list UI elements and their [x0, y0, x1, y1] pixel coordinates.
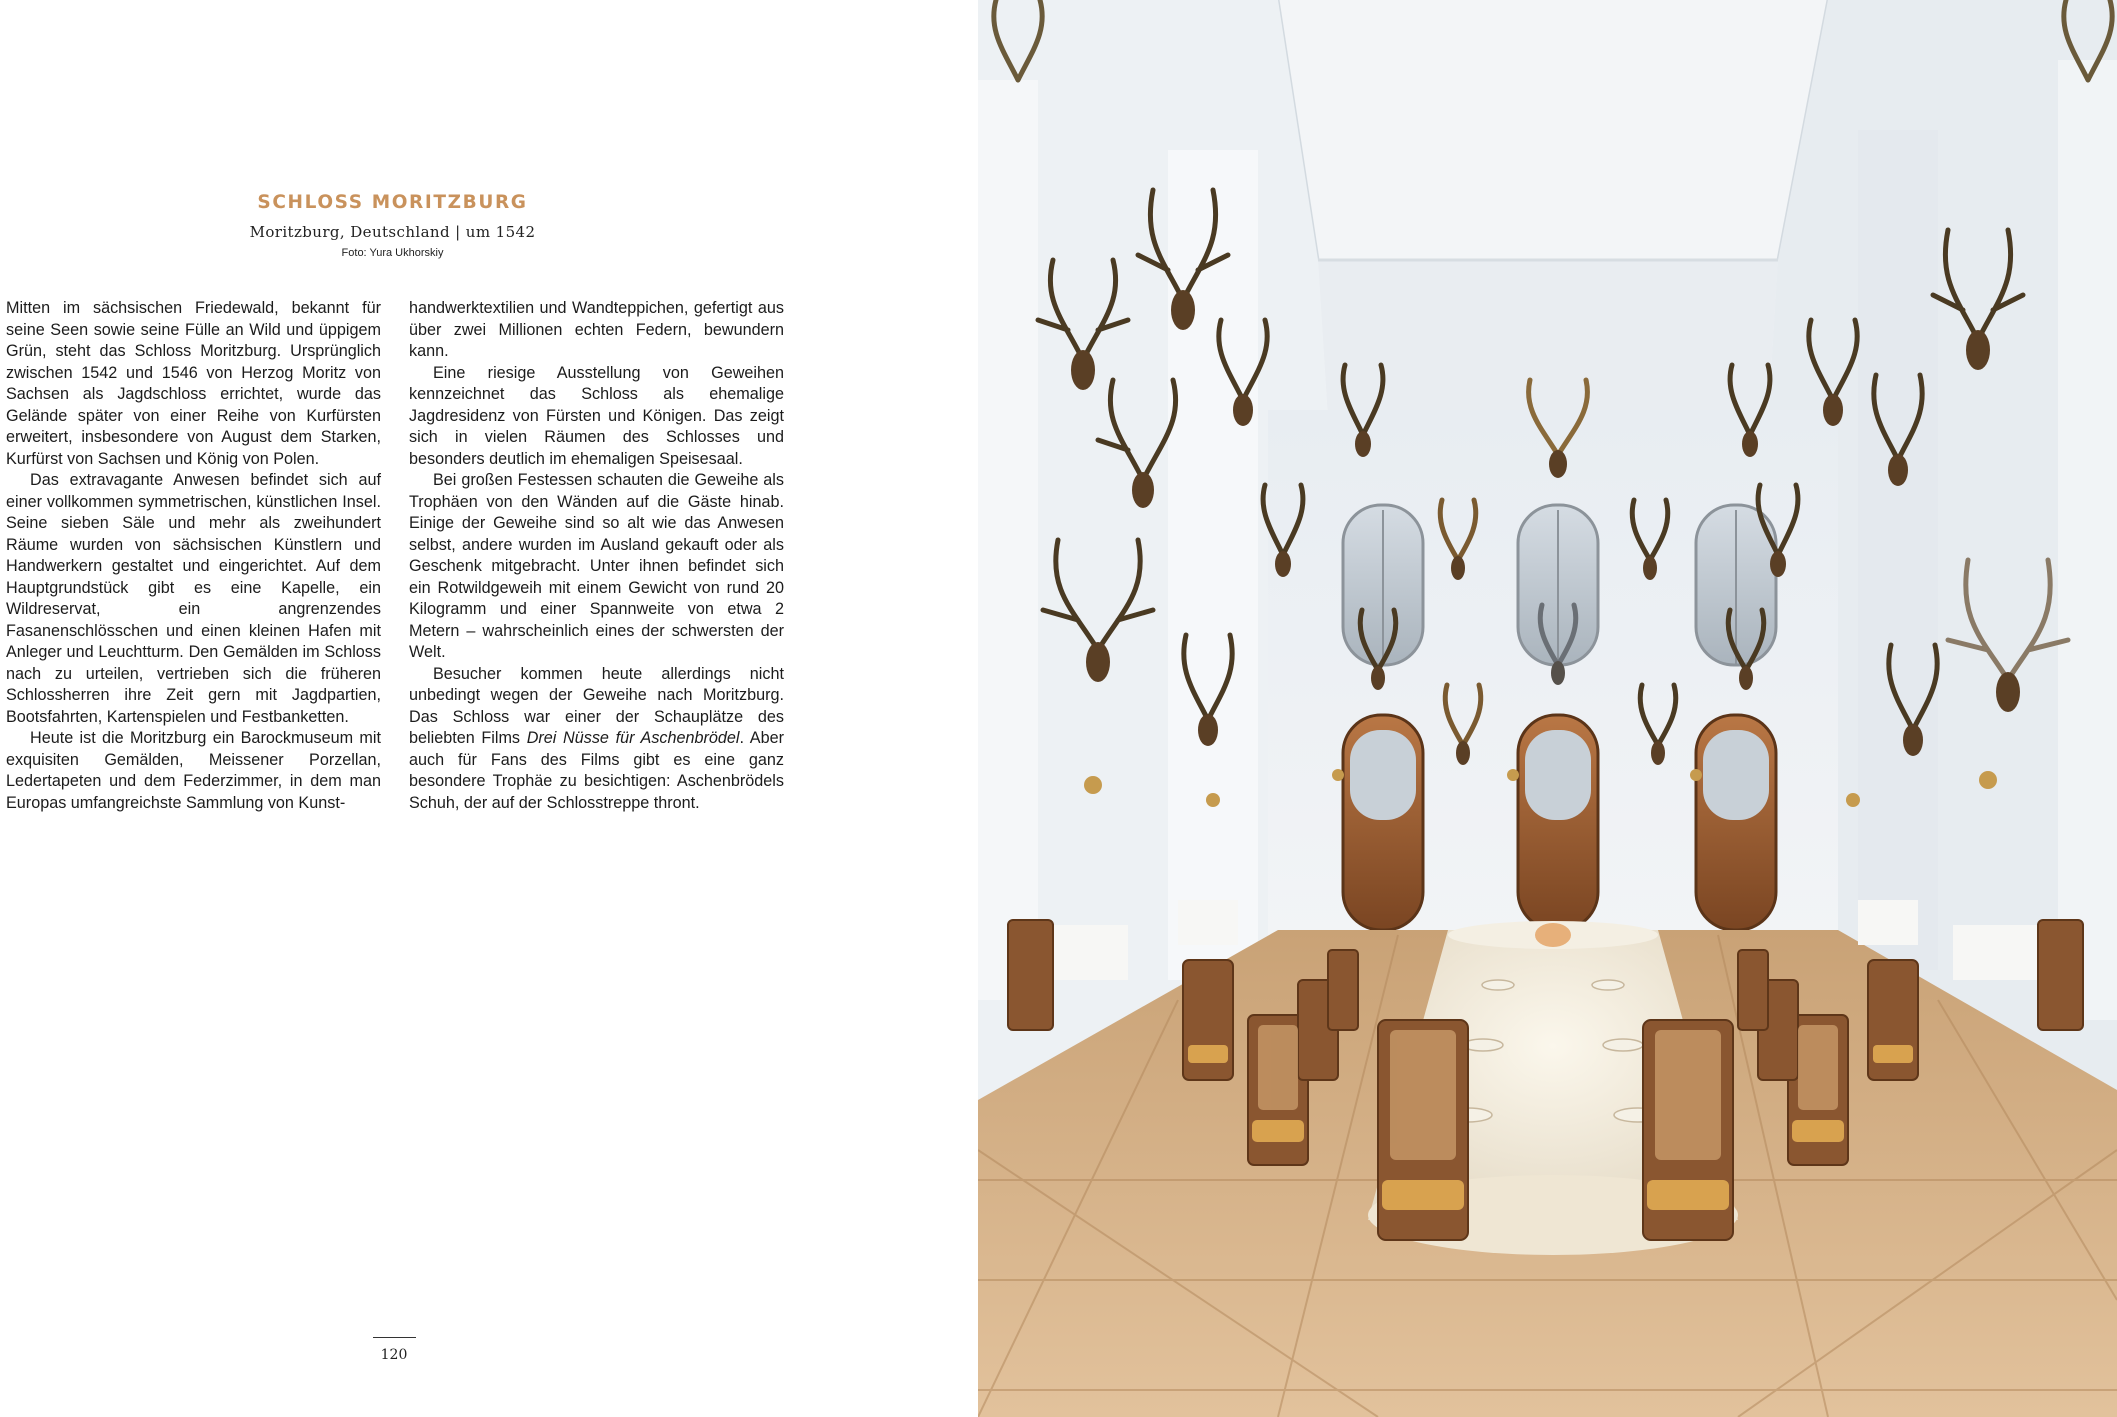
text-column-1 — [6, 298, 381, 814]
upper-windows — [1343, 505, 1776, 665]
paragraph: Bei großen Festessen schauten die Geweihe als Trophäen von den Wänden auf die Gäste hinab. Einige der Geweihe sind so alt wie das Anwesen selbst, andere wurden im Ausland gekauft oder als Geschenk mitgebracht. Unter ihnen befindet sich ein Rotwildgeweih mit einem Gewicht von rund 20 Kilogramm und einer Spannweite von etwa 2 Metern – wahrscheinlich eines der schwersten der Welt. — [409, 471, 784, 661]
paragraph: Eine riesige Ausstellung von Geweihen kennzeichnet das Schloss als ehemalige Jagdresidenz von Fürsten und Königen. Das zeigt sich in vielen Räumen des Schlosses und besonders deutlich im ehemaligen Speisesaal. — [409, 363, 784, 468]
article-title: SCHLOSS MORITZBURG — [257, 192, 528, 213]
paragraph: Mitten im sächsischen Friedewald, bekannt für seine Seen sowie seine Fülle an Wild und üppigem Grün, steht das Schloss Moritzburg. Ursprünglich zwischen 1542 und 1546 von Herzog Moritz von Sachsen als Jagdschloss errichtet, wurde das Gelände später von einer Reihe von Kurfürsten erweitert, insbesondere von August dem Starken, Kurfürst von Sachsen und König von Polen. — [6, 299, 381, 468]
paragraph: Das extravagante Anwesen befindet sich auf einer vollkommen symmetrischen, künstlichen Insel. Seine sieben Säle und mehr als zweihundert Räume wurden von sächsischen Künstlern und Handwerkern gestaltet und eingerichtet. Auf dem Hauptgrundstück gibt es eine Kapelle, ein Wildreservat, ein angrenzendes Fasanenschlösschen und einen kleinen Hafen mit Anleger und Leuchtturm. Den Gemälden im Schloss nach zu urteilen, vertrieben sich die früheren Schlossherren ihre Zeit gern mit Jagdpartien, Bootsfahrten, Kartenspielen und Festbanketten. — [6, 471, 381, 726]
text-column-2 — [409, 298, 784, 814]
article-subtitle: Moritzburg, Deutschland | um 1542 — [249, 223, 536, 241]
paragraph-continuation: handwerktextilien und Wandteppichen, gefertigt aus über zwei Millionen echten Federn, bewundern kann. — [409, 299, 784, 360]
paragraph: Heute ist die Moritzburg ein Barockmuseum mit exquisiten Gemälden, Meissener Porzellan, Ledertapeten und dem Federzimmer, in dem man Europas umfangreichste Sammlung von Kunst- — [6, 729, 381, 812]
paragraph-text: . Aber auch für Fans des Films gibt es eine ganz besondere Trophäe zu besichtigen: Aschenbrödels Schuh, der auf der Schlosstreppe thront. — [409, 729, 784, 812]
article-heading — [0, 192, 785, 259]
film-title: Drei Nüsse für Aschenbrödel — [526, 729, 740, 747]
folio-rule — [373, 1337, 416, 1338]
paragraph-text: Besucher kommen heute allerdings nicht unbedingt wegen der Geweihe nach Moritzburg. Das Schloss war einer der Schauplätze des beliebten Films — [409, 664, 784, 747]
dining-hall-photo — [978, 0, 2117, 1417]
paragraph — [409, 664, 784, 815]
left-page — [0, 0, 978, 1417]
photo-credit: Foto: Yura Ukhorskiy — [341, 247, 444, 259]
page-number: 120 — [380, 1347, 408, 1363]
tall-doors — [1343, 715, 1776, 930]
